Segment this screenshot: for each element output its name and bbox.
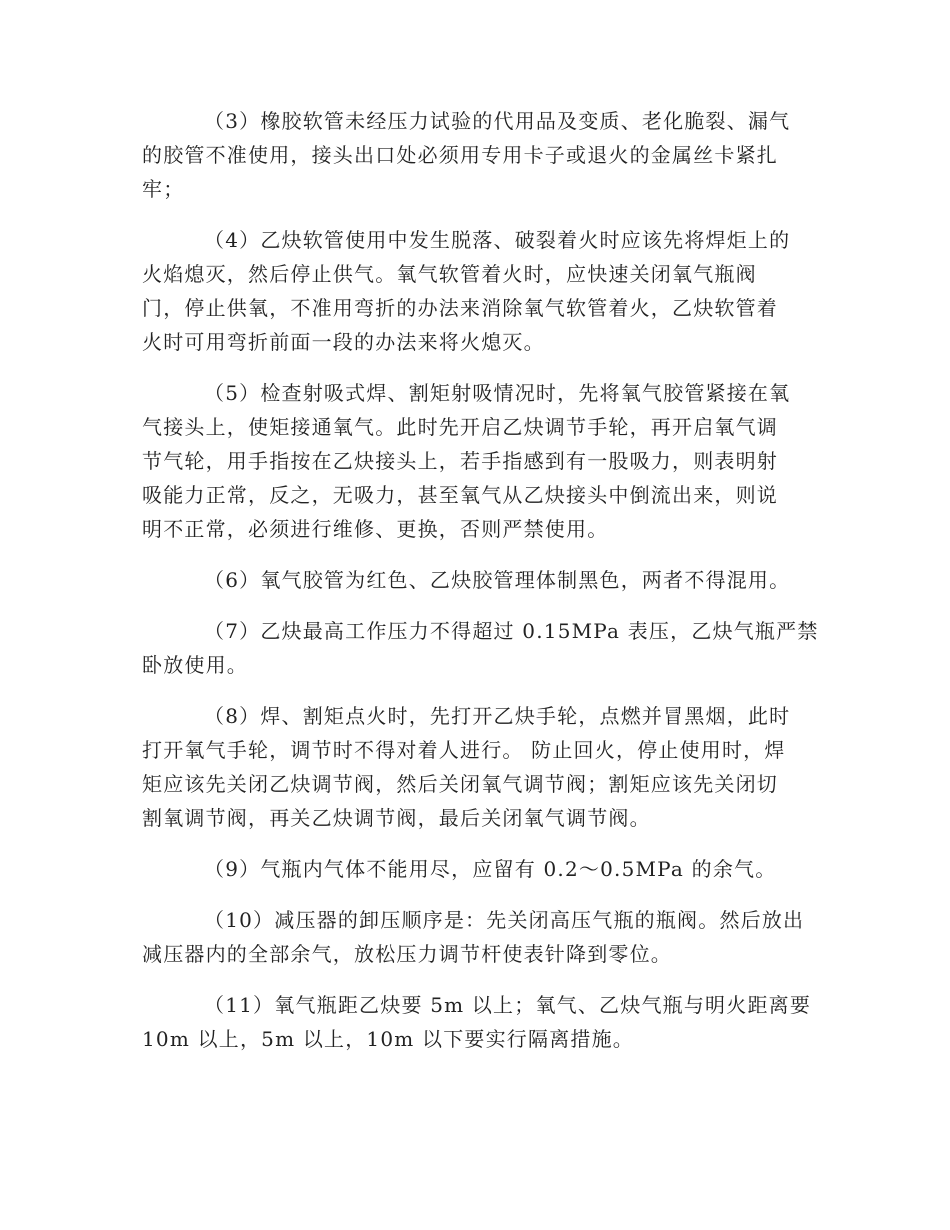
paragraph-3 xyxy=(142,104,810,206)
text-line: 10m 以上，5m 以上，10m 以下要实行隔离措施。 xyxy=(142,1027,634,1051)
text-line: （6）氧气胶管为红色、乙炔胶管理体制黑色，两者不得混用。 xyxy=(204,568,791,592)
text-line: 牢； xyxy=(142,177,185,201)
text-line: 割氧调节阀，再关乙炔调节阀，最后关闭氧气调节阀。 xyxy=(142,806,651,830)
text-line: （5）检查射吸式焊、割矩射吸情况时，先将氧气胶管紧接在氧 xyxy=(204,381,791,405)
text-line: 门，停止供氧，不准用弯折的办法来消除氧气软管着火，乙炔软管着 xyxy=(142,296,778,320)
paragraph-6 xyxy=(142,563,810,597)
text-line: 的胶管不准使用，接头出口处必须用专用卡子或退火的金属丝卡紧扎 xyxy=(142,143,778,167)
text-line: （9）气瓶内气体不能用尽，应留有 0.2～0.5MPa 的余气。 xyxy=(204,857,777,881)
text-line: 气接头上，使矩接通氧气。此时先开启乙炔调节手轮，再开启氧气调 xyxy=(142,415,778,439)
paragraph-11 xyxy=(142,988,810,1056)
text-line: （4）乙炔软管使用中发生脱落、破裂着火时应该先将焊炬上的 xyxy=(204,228,791,252)
text-line: 火时可用弯折前面一段的办法来将火熄灭。 xyxy=(142,330,545,354)
paragraph-5 xyxy=(142,376,810,546)
text-line: 火焰熄灭，然后停止供气。氧气软管着火时，应快速关闭氧气瓶阀 xyxy=(142,262,757,286)
text-line: （7）乙炔最高工作压力不得超过 0.15MPa 表压，乙炔气瓶严禁 xyxy=(204,619,819,643)
paragraph-4 xyxy=(142,223,810,359)
text-line: 吸能力正常，反之，无吸力，甚至氧气从乙炔接头中倒流出来，则说 xyxy=(142,483,778,507)
text-line: 矩应该先关闭乙炔调节阀，然后关闭氧气调节阀；割矩应该先关闭切 xyxy=(142,772,778,796)
paragraph-7 xyxy=(142,614,819,682)
text-line: 打开氧气手轮，调节时不得对着人进行。 防止回火，停止使用时，焊 xyxy=(142,738,786,762)
paragraph-9 xyxy=(142,852,810,886)
text-line: 卧放使用。 xyxy=(142,653,248,677)
paragraph-10 xyxy=(142,903,810,971)
document-body xyxy=(142,104,819,1073)
text-line: （3）橡胶软管未经压力试验的代用品及变质、老化脆裂、漏气 xyxy=(204,109,791,133)
text-line: 减压器内的全部余气，放松压力调节杆使表针降到零位。 xyxy=(142,942,672,966)
text-line: （10）减压器的卸压顺序是：先关闭高压气瓶的瓶阀。然后放出 xyxy=(204,908,805,932)
paragraph-8 xyxy=(142,699,810,835)
text-line: 明不正常，必须进行维修、更换，否则严禁使用。 xyxy=(142,517,609,541)
text-line: 节气轮，用手指按在乙炔接头上，若手指感到有一股吸力，则表明射 xyxy=(142,449,778,473)
text-line: （8）焊、割矩点火时，先打开乙炔手轮，点燃并冒黑烟，此时 xyxy=(204,704,791,728)
text-line: （11）氧气瓶距乙炔要 5m 以上；氧气、乙炔气瓶与明火距离要 xyxy=(204,993,812,1017)
